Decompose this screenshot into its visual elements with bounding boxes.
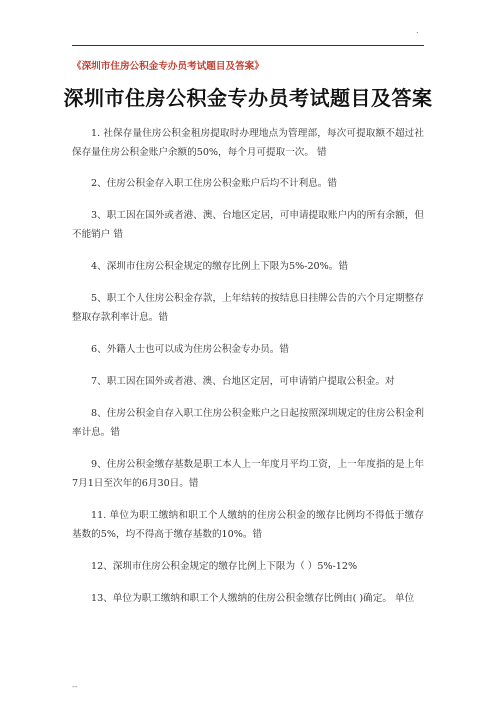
corner-mark: . [416, 26, 419, 35]
running-header-title: 《深圳市住房公积金专办员考试题目及答案》 [72, 61, 264, 72]
question-item: 1. 社保存量住房公积金租房提取时办理地点为管理部，每次可提取额不超过社保存量住房公积金账户余额的50%，每个月可提取一次。 错 [72, 128, 424, 158]
question-item: 9、住房公积金缴存基数是职工本人上一年度月平均工资，上一年度指的是上年7月1日至次年的6月30日。错 [72, 459, 424, 489]
question-item: 13、单位为职工缴纳和职工个人缴纳的住房公积金缴存比例由( )确定。 单位 [91, 593, 415, 604]
question-item: 11. 单位为职工缴纳和职工个人缴纳的住房公积金的缴存比例均不得低于缴存基数的5%，均不得高于缴存基数的10%。错 [72, 510, 424, 540]
question-item: 3、职工因在国外或者港、澳、台地区定居，可申请提取账户内的所有余额，但不能销户 错 [72, 210, 424, 240]
question-item: 2、住房公积金存入职工住房公积金账户后均不计利息。错 [91, 178, 337, 189]
footer-mark: -- [72, 682, 78, 691]
question-item: 12、深圳市住房公积金规定的缴存比例上下限为（ ）5%-12% [91, 561, 358, 572]
question-item: 6、外籍人士也可以成为住房公积金专办员。错 [91, 344, 289, 355]
question-list [72, 124, 424, 621]
question-item: 8、住房公积金自存入职工住房公积金账户之日起按照深圳规定的住房公积金利率计息。错 [72, 408, 424, 438]
document-title: 深圳市住房公积金专办员考试题目及答案 [63, 86, 433, 110]
question-item: 7、职工因在国外或者港、澳、台地区定居，可申请销户提取公积金。对 [91, 376, 395, 387]
question-item: 4、深圳市住房公积金规定的缴存比例上下限为5%-20%。错 [91, 261, 348, 272]
header-divider [72, 45, 424, 46]
question-item: 5、职工个人住房公积金存款，上年结转的按结息日挂牌公告的六个月定期整存整取存款利率计息。错 [72, 293, 424, 323]
